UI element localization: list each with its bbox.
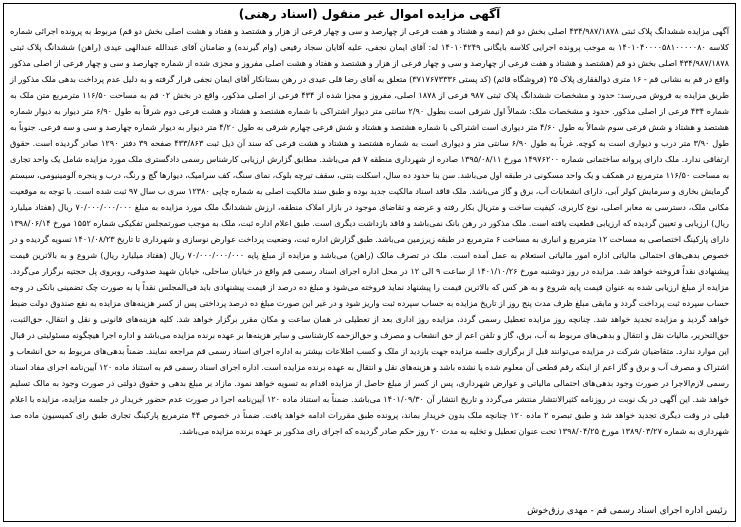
notice-body: آگهی مزایده ششدانگ پلاک ثبتی ۴۳۴/۹۸۷/۱۸۷۸ اصلی بخش دو قم (نیمه و هشتاد و هفت فرعی از چهارصد و سی و چهار فرعی از هزار و هشتصد و هفتاد و هشت اصلی بخش دو قم) مربوط به پرونده اجرائی شماره کلاسه ۱۴۰۱۰۴۰۰۰۰۵۸۱۰۰۰۰۰۸۰ به موجب پرونده اجرایی کلاسه بایگانی ۱۴۰۱۰۴۲۴۹ له: آقای ایمان نجفی، علیه آقایان سجاد رفیعی (وام گیرنده) و ضامنان آقای عبدالله عبدالهی عیدی (راهن) ششدانگ پلاک ثبتی ۴۳۴/۹۸۷/۱۸۷۸ اصلی بخش دو قم (هشتصد و هشتاد و هفت فرعی از چهارصد و سی و چهار فرعی از هزار و هشتصد و هفتاد و هشت اصلی مفروز و مجزی شده از شماره چهارصد و سی و چهار فرعی از اصلی مذکور واقع در قم به نشانی قم - ۱۶ متری ذوالفقاری پلاک ۲۵ (فروشگاه قائم) (کد پستی ۳۷۱۷۶۷۳۳۳۶) متعلق به آقای رضا قلی عیدی در رهن بستانکار آقای ایمان نجفی قرار گرفته و به دلیل عدم پرداخت بدهی ملک مذکور از طریق مزایده به فروش می‌رسد: حدود و مشخصات ششدانگ پلاک ثبتی ۹۸۷ فرعی از ۱۸۷۸ اصلی، مفروز و مجزا شده از ۴۳۴ فرعی از اصلی مذکور، واقع در بخش ۰۲ قم به مساحت ۱۱۶/۵۰ مترمربع متن ملک به شماره ۴۳۴ فرعی از اصلی مذکور. حدود و مشخصات ملک: شمالاً اول شرقی است بطول ۲/۹۰ سانتی متر دیوار اشتراکی با شماره هشتصد و هشتاد و هشت فرعی دوم شرقاً به طول ۶/۹۰ متر دیوار به دیوار شماره هشتصد و هشتاد و شش فرعی سوم شمالاً به طول ۴/۶۰ متر دیواری است اشتراکی با شماره هشتصد و هشتاد و شش فرعی چهارم شرقی به طول ۴/۲۰ متر دیوار به دیوار شماره چهارصد و سی و سه فرعی. جنوباً به طول ۳/۹۰ متر درب و دیواری است به کوچه. غرباً به طول ۶/۹۰ سانتی متر و دیواری است به شماره هشتصد و هشتاد و هشت فرعی که سند آن ذیل ثبت ۴۳۳/۸۶۳ صفحه ۳۹ دفتر ۱۲۹۰ صادر گردیده است. حقوق ارتفاقی ندارد. ملک دارای پروانه ساختمانی شماره ۱۴۹۷۶۲۰۰ مورخ ۱۳۹۵/۰۸/۱۱ صادره از شهرداری منطقه ۷ قم می‌باشد. مطابق گزارش ارزیابی کارشناس رسمی دادگستری ملک مورد مزایده شامل یک واحد تجاری به مساحت ۱۱۶/۵۰ مترمربع در همکف و یک واحد مسکونی در طبقه اول می‌باشد. سن بنا حدود ده سال، اسکلت بتنی، سقف تیرچه بلوک، نمای سنگ، کف سرامیک، دیوارها گچ و رنگ، درب و پنجره آلومینیومی، سیستم گرمایش بخاری و سرمایش کولر آبی، دارای انشعابات آب، برق و گاز می‌باشد. ملک فاقد اسناد مالکیت جدید بوده و طبق سند مالکیت اصلی به شماره چاپی ۱۲۳۸۰ سری ب سال ۹۷ ثبت شده است. با توجه به موقعیت مکانی ملک، دسترسی به معابر اصلی، نوع کاربری، کیفیت ساخت و متریال بکار رفته و عرضه و تقاضای موجود در بازار املاک منطقه، ارزش ششدانگ ملک مورد مزایده به مبلغ ۷۰/۰۰۰/۰۰۰/۰۰۰ ریال (هفتاد میلیارد ریال) ارزیابی و تعیین گردیده که ارزیابی قطعیت یافته است. ملک مذکور در رهن بانک نمی‌باشد و فاقد بازداشت دیگری است. طبق اعلام اداره ثبت، ملک به موجب صورتمجلس تفکیکی شماره ۱۵۵۲ مورخ ۱۳۹۸/۰۶/۱۴ دارای پارکینگ اختصاصی به مساحت ۱۲ مترمربع و انباری به مساحت ۶ مترمربع در طبقه زیرزمین می‌باشد. طبق گزارش اداره ثبت، وضعیت پرداخت عوارض نوسازی و شهرداری تا تاریخ ۱۴۰۱/۰۸/۲۳ تسویه گردیده و در خصوص بدهی‌های احتمالی مالیاتی اداره امور مالیاتی استعلام به عمل آمده است. ملک در تصرف مالک (راهن) می‌باشد و مزایده از مبلغ پایه ۷۰/۰۰۰/۰۰۰/۰۰۰ ریال (هفتاد میلیارد ریال) شروع و به بالاترین قیمت پیشنهادی نقداً فروخته خواهد شد. مزایده در روز دوشنبه مورخ ۱۴۰۱/۱۰/۲۶ از ساعت ۹ الی ۱۲ در محل اداره اجرای اسناد رسمی قم واقع در خیابان ساحلی، خیابان شهید صدوقی، روبروی پل حجتیه برگزار می‌گردد. مزایده از مبلغ ارزیابی شده به عنوان قیمت پایه شروع و به هر کس که بالاترین قیمت را پیشنهاد نماید فروخته می‌شود و مبلغ ده درصد از قیمت پیشنهادی باید فی‌المجلس نقداً یا به صورت چک تضمینی بانکی در وجه حساب سپرده ثبت پرداخت گردد و مابقی مبلغ ظرف مدت پنج روز از تاریخ مزایده به حساب سپرده ثبت واریز شود و در غیر این صورت مبلغ ده درصد پرداختی پس از کسر هزینه‌های مزایده به نفع صندوق دولت ضبط خواهد گردید و مزایده تجدید خواهد شد. چنانچه روز مزایده تعطیل رسمی گردد، مزایده روز اداری بعد از تعطیلی در همان ساعت و مکان مقرر برگزار خواهد شد. کلیه هزینه‌های قانونی و نقل و انتقال، حق‌الثبت، حق‌التحریر، مالیات نقل و انتقال و بدهی‌های مربوط به آب، برق، گاز و تلفن اعم از حق انشعاب و مصرف و حق‌الزحمه کارشناسی و سایر هزینه‌ها بر عهده برنده مزایده می‌باشد و اداره اجرا هیچگونه مسئولیتی در قبال این موارد ندارد. متقاضیان شرکت در مزایده می‌توانند قبل از برگزاری جلسه مزایده جهت بازدید از ملک و کسب اطلاعات بیشتر به اداره اجرای اسناد رسمی قم مراجعه نمایند. ضمناً بدهی‌های مربوط به حق انشعاب و اشتراک و مصرف آب و برق و گاز اعم از اینکه رقم قطعی آن معلوم شده یا نشده باشد و هزینه‌های نقل و انتقال به عهده برنده مزایده است. اداره اجرای اسناد رسمی قم به استناد ماده ۱۲۰ آیین‌نامه اجرای مفاد اسناد رسمی لازم‌الاجرا در صورت وجود بدهی‌های احتمالی مالیاتی و عوارض شهرداری، پس از کسر از مبلغ حاصل از مزایده اقدام به تسویه خواهد نمود. مازاد بر مبلغ بدهی و حقوق دولتی در صورت وجود به مالک تسلیم خواهد شد. این آگهی در یک نوبت در روزنامه کثیرالانتشار منتشر می‌گردد و تاریخ انتشار آن ۱۴۰۱/۰۹/۳۰ می‌باشد. ضمناً به استناد ماده ۱۲۰ آیین‌نامه اجرا در صورت عدم حضور خریدار در جلسه مزایده، مزایده با اعلام قبلی در وقت دیگری تجدید خواهد شد و طبق تبصره ۲ ماده ۱۲۰ چنانچه ملک بدون خریدار بماند، پرونده طبق مقررات ادامه خواهد یافت. ضمناً در خصوص ۴۴ مترمربع پارکینگ تجاری طبق رای کمیسیون ماده صد شهرداری به شماره ۱۳۸۹/۰۳/۲۷ مورخ ۱۳۹۸/۰۴/۲۵ تحت عنوان تعطیل و تخلیه به مدت ۲۰ روز حکم صادر گردیده که اجرای رای مذکور بر عهده برنده مزایده می‌باشد. bbox=[10, 26, 730, 436]
notice-title: آگهی مزایده اموال غیر منقول (اسناد رهنی) bbox=[238, 7, 501, 21]
notice-signature: رئیس اداره اجرای اسناد رسمی قم - مهدی رزق‌خوش bbox=[527, 506, 727, 516]
auction-notice bbox=[3, 3, 736, 522]
